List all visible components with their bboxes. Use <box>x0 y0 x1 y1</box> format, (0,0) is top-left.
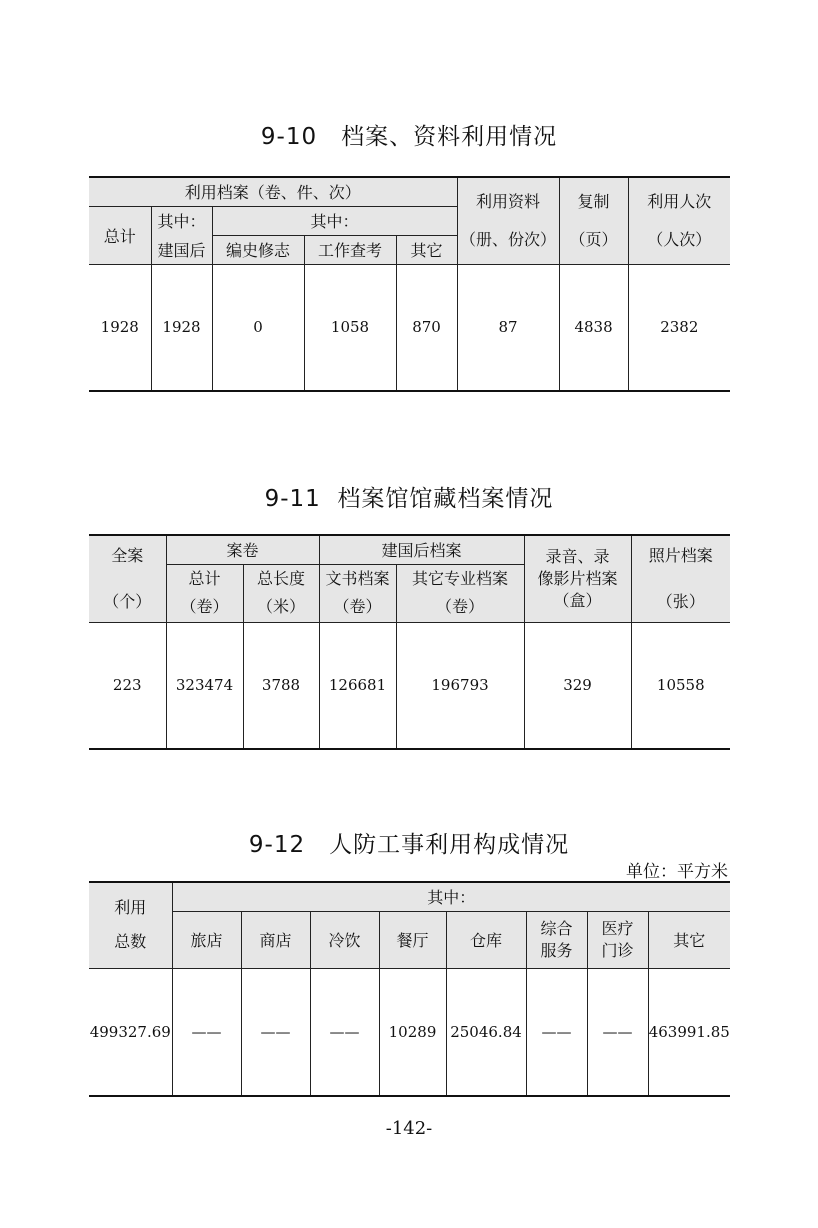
table-9-11 <box>89 534 730 750</box>
header-other: 其它 <box>396 235 457 264</box>
cell: 499327.69 <box>89 968 172 1096</box>
cell: —— <box>241 968 310 1096</box>
cell: 196793 <box>396 622 524 749</box>
table-9-10-title: 9-10 档案、资料利用情况 <box>260 124 558 150</box>
cell: 10289 <box>379 968 446 1096</box>
table-9-12-title: 9-12 人防工事利用构成情况 <box>248 832 570 858</box>
header-warehouse: 仓库 <box>446 911 526 968</box>
header-vol-length: 总长度 （米） <box>243 564 319 622</box>
header-special: 其它专业档案 （卷） <box>396 564 524 622</box>
table-row <box>89 968 730 1096</box>
header-service: 综合 服务 <box>526 911 587 968</box>
unit-label: 单位：平方米 <box>626 862 728 882</box>
header-of-which: 其中： <box>172 882 730 911</box>
table-9-12 <box>89 881 730 1097</box>
header-post-1949: 建国后 <box>151 235 212 264</box>
cell: 329 <box>524 622 631 749</box>
cell: 25046.84 <box>446 968 526 1096</box>
header-clinic: 医疗 门诊 <box>587 911 648 968</box>
table-9-11-title: 9-11 档案馆馆藏档案情况 <box>264 486 554 512</box>
page-number: -142- <box>385 1118 433 1139</box>
header-work: 工作查考 <box>304 235 396 264</box>
header-shop: 商店 <box>241 911 310 968</box>
cell: 870 <box>396 264 457 391</box>
header-total: 总计 <box>89 206 151 264</box>
cell: 0 <box>212 264 304 391</box>
cell: 323474 <box>166 622 243 749</box>
header-persons: 利用人次 （人次） <box>628 177 730 264</box>
cell: —— <box>310 968 379 1096</box>
cell: 126681 <box>319 622 396 749</box>
header-usage-group: 利用档案（卷、件、次） <box>89 177 457 206</box>
header-total-use: 利用 总数 <box>89 882 172 968</box>
header-copies: 复制 （页） <box>559 177 628 264</box>
header-hotel: 旅店 <box>172 911 241 968</box>
cell: 1058 <box>304 264 396 391</box>
header-fonds: 全案 （个） <box>89 535 166 622</box>
cell: —— <box>172 968 241 1096</box>
header-documents: 文书档案 （卷） <box>319 564 396 622</box>
cell: 10558 <box>631 622 730 749</box>
cell: 2382 <box>628 264 730 391</box>
header-of-which-b: 其中： <box>212 206 457 235</box>
cell: 87 <box>457 264 559 391</box>
cell: 223 <box>89 622 166 749</box>
cell: —— <box>587 968 648 1096</box>
table-9-10 <box>89 176 730 392</box>
cell: 1928 <box>151 264 212 391</box>
table-row <box>89 622 730 749</box>
cell: 3788 <box>243 622 319 749</box>
cell: 1928 <box>89 264 151 391</box>
header-volumes: 案卷 <box>166 535 319 564</box>
header-vol-total: 总计 （卷） <box>166 564 243 622</box>
header-drinks: 冷饮 <box>310 911 379 968</box>
header-restaurant: 餐厅 <box>379 911 446 968</box>
table-row <box>89 264 730 391</box>
header-materials: 利用资料 （册、份次） <box>457 177 559 264</box>
header-av-archives: 录音、录 像影片档案 （盒） <box>524 535 631 622</box>
header-photo-archives: 照片档案 （张） <box>631 535 730 622</box>
cell: 463991.85 <box>648 968 730 1096</box>
header-history: 编史修志 <box>212 235 304 264</box>
cell: 4838 <box>559 264 628 391</box>
header-post-1949-archives: 建国后档案 <box>319 535 524 564</box>
header-other: 其它 <box>648 911 730 968</box>
header-of-which-a: 其中： <box>151 206 212 235</box>
cell: —— <box>526 968 587 1096</box>
